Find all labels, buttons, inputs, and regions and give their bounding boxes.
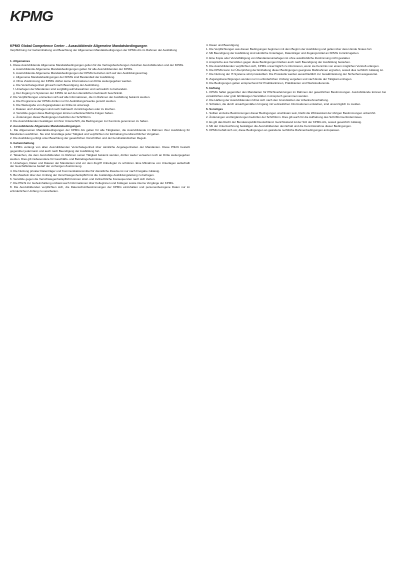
paragraph: 3. Schäden, die durch unsachgemäßen Umgang mit vertraulichen Informationen entstehen, sind unverzüglich zu melden.	[206, 101, 362, 106]
paragraph: 4. Die Nutzung privater Datenträger und Kommunikationsmittel für dienstliche Zwecke ist nur nach Freigabe zulässig.	[10, 168, 160, 173]
list-item: e. Die Verschwiegenheit gilt auch nach Beendigung der Ausbildung.	[13, 82, 100, 87]
paragraph: 4. Dauer und Beendigung	[206, 43, 239, 47]
paragraph: 1. Die Verpflichtungen aus diesen Bedingungen beginnen mit dem Beginn der Ausbildung und gelten über deren Ende hinaus fort.	[206, 47, 373, 52]
list-item: b. Die Weitergabe von Zugangsdaten an Dritte ist untersagt.	[13, 102, 90, 107]
left-column	[10, 58, 190, 194]
list-item: b. Auszubildende Allgemeine Mandatsbedingungen der KPMG beziehen sich auf den Ausbildungsvertrag.	[13, 70, 148, 75]
list-item: a. Auszubildende Allgemeine Mandatsbedingungen gelten für alle Auszubildenden der KPMG.	[13, 66, 134, 71]
paragraph: 2. Mit Beendigung der Ausbildung sind sämtliche Unterlagen, Datenträger und Zugangsmittel an KPMG zurückzugeben.	[206, 51, 360, 56]
paragraph: 3. Unterlagen, Daten und Dateien der Mandanten sind vor dem Zugriff Unbefugter zu schützen. Eine Mitnahme von Unterlagen außerhalb der Geschäftsräume bedarf der vorherigen Zustimmung.	[10, 160, 190, 169]
paragraph: 2. Die Ausbildung erfolgt unter Beachtung der gesetzlichen Vorschriften und der berufsständischen Regeln.	[10, 135, 147, 140]
list-item: a. Die Programme der KPMG dürfen nur für Ausbildungszwecke genutzt werden.	[13, 98, 117, 103]
paragraph: 1. Sollten einzelne Bestimmungen dieser Bedingungen unwirksam sein, bleibt die Wirksamkeit der übrigen Bestimmungen unberührt.	[206, 111, 377, 116]
paragraph: 6. Die KPMG kann zur Überprüfung der Einhaltung dieser Bedingungen geeignete Maßnahmen ergreifen, soweit dies rechtlich zulässig ist.	[206, 68, 384, 73]
right-column	[206, 44, 386, 133]
paragraph: 5. KPMG behält sich vor, diese Bedingungen an geänderte rechtliche Rahmenbedingungen anzupassen.	[206, 127, 341, 132]
list-item: c. Dateien und Unterlagen sind nach Gebrauch zurückzugeben oder zu löschen.	[13, 106, 116, 111]
list-item: d. Ohne Zustimmung der KPMG dürfen keine Informationen an Dritte weitergegeben werden.	[13, 78, 133, 83]
section-heading: 3. Geheimhaltung	[10, 141, 35, 146]
document-intro: Verpflichtung zur Geheimhaltung und Beachtung der Allgemeinen Mandatsbedingungen der KPMG AG im Rahmen der Ausbildung	[10, 48, 177, 52]
paragraph: 2. Tatsachen, die dem Auszubildenden im Rahmen seiner Tätigkeit bekannt werden, dürfen weder verwertet noch an Dritte weitergegeben werden. Dies gilt insbesondere für Geschäfts- und Betriebsgeheimnisse.	[10, 153, 190, 161]
list-item: d. Verstöße gegen diese Bedingungen können arbeitsrechtliche Folgen haben.	[13, 110, 114, 115]
paragraph: 1. KPMG verlangt von allen Auszubildenden Verschwiegenheit über sämtliche Angelegenheiten der Mandanten. Diese Pflicht besteht gegenüber jedermann und auch nach Beendigung der Ausbildung fort.	[10, 145, 190, 153]
paragraph: 3. Es gilt das Recht der Bundesrepublik Deutschland. Gerichtsstand ist der Sitz der KPMG AG, soweit gesetzlich zulässig.	[206, 119, 362, 124]
paragraph: 1. Diese Auszubildende Allgemeine Mandatsbedingungen gelten für die Vertragsbeziehungen zwischen Auszubildenden und der KPMG.	[10, 62, 185, 67]
list-item: e. Änderungen dieser Bedingungen bedürfen der Schriftform.	[13, 114, 92, 119]
section-heading: 6. Sonstiges	[206, 107, 224, 112]
list-item: f. Unterlagen der Mandanten sind sorgfältig aufzubewahren und vertraulich zu behandeln.	[13, 86, 128, 91]
list-item: c. Allgemeine Mandatsbedingungen der KPMG sind Bestandteil der Ausbildung.	[13, 74, 116, 79]
paragraph: 2. Änderungen und Ergänzungen bedürfen der Schriftform. Dies gilt auch für die Aufhebung des Schriftformerfordernisses.	[206, 115, 363, 120]
document-title: KPMG Global Competence Center – Auszubildende Allgemeine Mandatsbedingungen	[10, 44, 148, 48]
paragraph: 1. Die Allgemeinen Mandatsbedingungen der KPMG AG gelten für alle Tätigkeiten, die Auszubildende im Rahmen ihrer Ausbildung für Mandanten ausführen. Sie sind Grundlage jeder Tätigkeit und verpflichten zur Einhaltung berufsrechtlicher Vorgaben.	[10, 128, 190, 136]
paragraph: 6. Verstöße gegen die Verschwiegenheitspflicht können straf- und zivilrechtliche Konsequenzen nach sich ziehen.	[10, 176, 156, 181]
paragraph: 4. Mit der Unterzeichnung bestätigen die Auszubildenden den Erhalt und die Kenntnisnahme dieser Bedingungen.	[206, 123, 352, 128]
paragraph: 4. Ansprüche aus Verstößen gegen diese Bedingungen bleiben auch nach Beendigung der Ausbildung bestehen.	[206, 59, 351, 64]
paragraph: 2. Die Verpflichtungen erstrecken sich auf alle Informationen, die im Rahmen der Ausbildung bekannt werden.	[10, 94, 151, 99]
list-item: g. Der Zugang zu Systemen der KPMG ist auf den dienstlichen Gebrauch beschränkt.	[13, 90, 123, 95]
paragraph: 5. Bei Zweifeln über den Umfang der Verschwiegenheitspflicht ist die zuständige Ausbildungsleitung zu befragen.	[10, 172, 155, 177]
paragraph: 2. Die Haftung der Auszubildenden richtet sich nach den Grundsätzen der Arbeitnehmerhaftung.	[206, 97, 329, 102]
section-heading: 2. Auszubildende Allgemeine Mandatsbedingungen	[10, 123, 81, 128]
kpmg-logo: KPMG	[10, 8, 53, 25]
paragraph: 3. Eine Kopie oder Vervielfältigung von Mandantenunterlagen ist ohne ausdrückliche Zustimmung nicht gestattet.	[206, 55, 351, 60]
paragraph: 3. Die Auszubildenden bestätigen mit ihrer Unterschrift, die Bedingungen zur Kenntnis genommen zu haben.	[10, 118, 149, 123]
section-heading: 1. Allgemeines	[10, 58, 31, 63]
paragraph: 5. Die Auszubildenden verpflichten sich, KPMG unverzüglich zu informieren, wenn sie Kenntnis von einem möglichen Verstoß erlangen.	[206, 63, 380, 68]
paragraph: 8. Zugangsberechtigungen werden nur im erforderlichen Umfang vergeben und nach Ende der Tätigkeit entzogen.	[206, 76, 353, 81]
paragraph: 7. Die Nutzung der IT-Systeme wird protokolliert. Die Protokolle werden ausschließlich zur Gewährleistung der Sicherheit ausgewertet.	[206, 72, 378, 77]
section-heading: 5. Haftung	[206, 85, 221, 90]
paragraph: 9. Die Bedingungen gelten entsprechend für Praktikantinnen, Praktikanten und Werkstudierende.	[206, 80, 331, 85]
paragraph: 7. Die Pflicht zur Geheimhaltung umfasst auch Informationen über Kolleginnen und Kollegen sowie interne Vorgänge der KPMG.	[10, 181, 175, 186]
paragraph: 8. Die Auszubildenden verpflichten sich, die Datenschutzbestimmungen der KPMG einzuhalten und personenbezogene Daten nur im erforderlichen Umfang zu verarbeiten.	[10, 185, 190, 193]
paragraph: 1. KPMG haftet gegenüber den Mandanten für Pflichtverletzungen im Rahmen der gesetzlichen Bestimmungen. Auszubildende können bei vorsätzlichen oder grob fahrlässigen Verstößen in Anspruch genommen werden.	[206, 89, 386, 98]
